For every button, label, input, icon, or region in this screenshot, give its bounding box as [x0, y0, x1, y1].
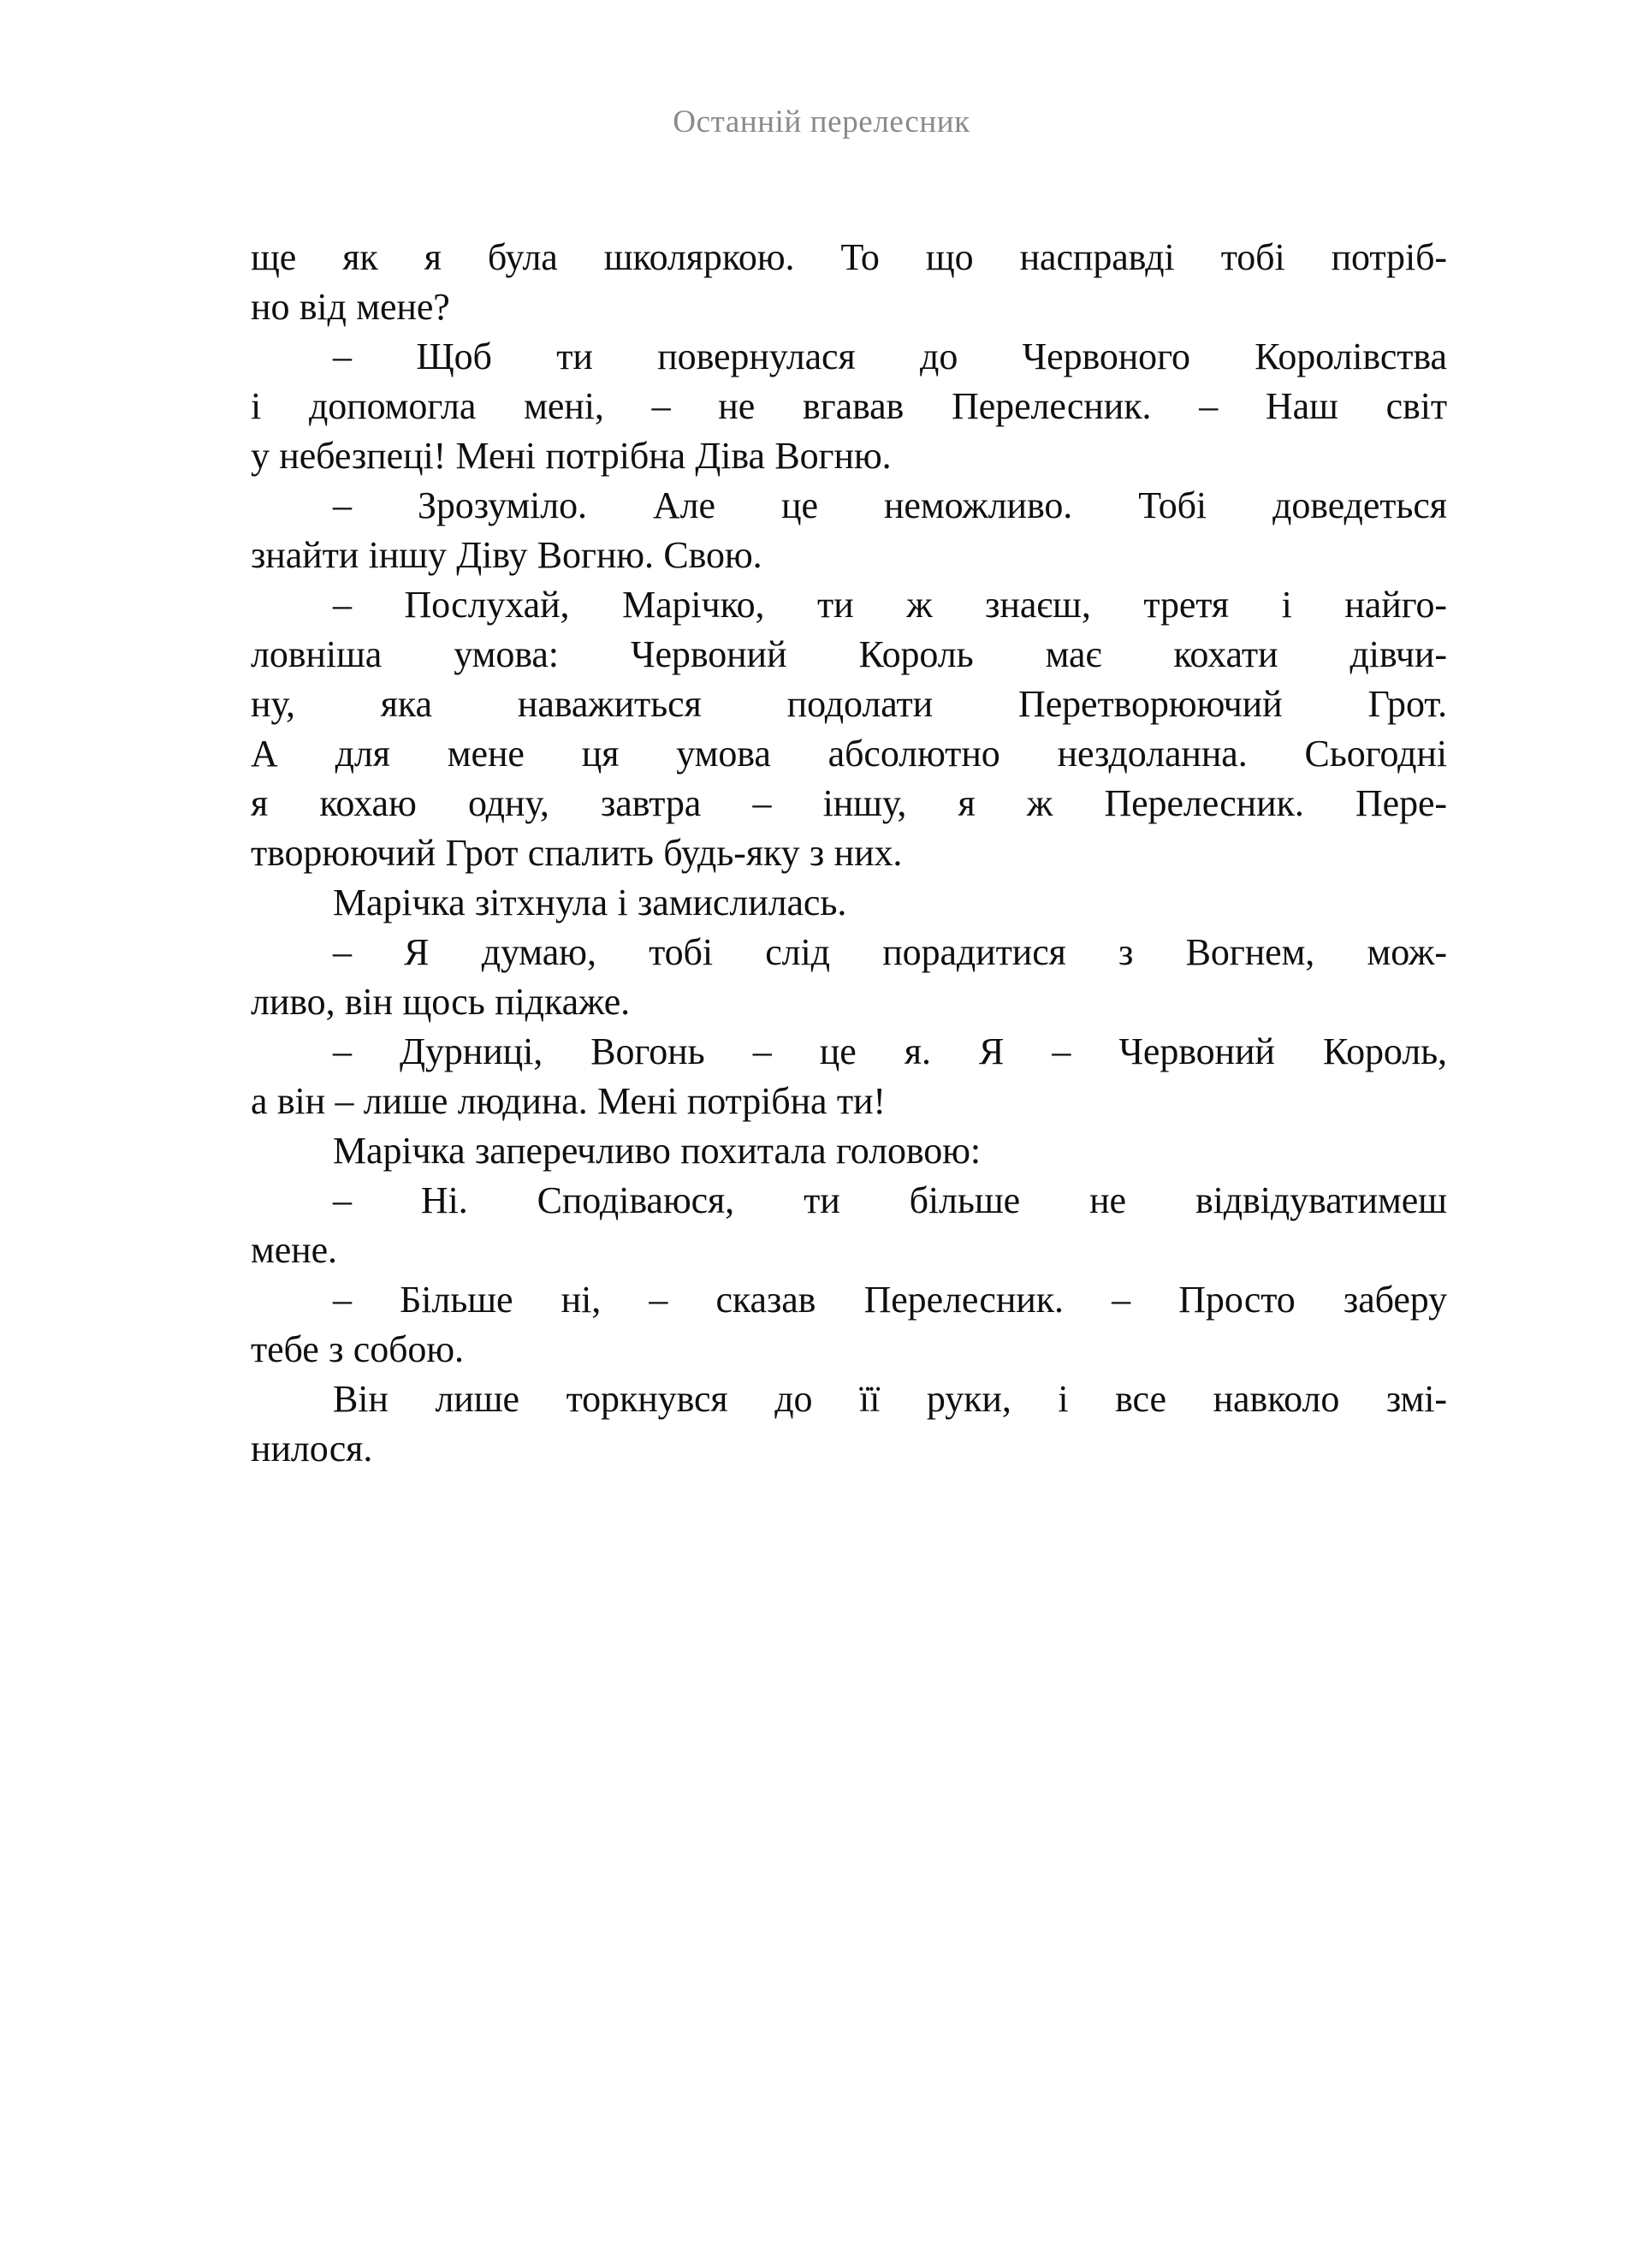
word: Марічко, [622, 584, 765, 626]
word: Червоний [1118, 1030, 1275, 1072]
word: має [1045, 633, 1102, 675]
text-line: нилося. [251, 1428, 373, 1469]
word: і [251, 385, 262, 427]
paragraph [251, 1027, 1447, 1126]
word: відвідуватимеш [1195, 1179, 1447, 1221]
word: – [651, 385, 671, 427]
word: тобі [1220, 236, 1285, 278]
paragraph [251, 878, 1447, 928]
word: до [774, 1378, 813, 1420]
word: ще [251, 236, 297, 278]
word: знаєш, [985, 584, 1091, 626]
word: ж [906, 584, 933, 626]
word: кохаю [319, 782, 417, 824]
word: Вогнем, [1185, 931, 1315, 973]
word: мені, [524, 385, 604, 427]
paragraph [251, 332, 1447, 481]
word: – [752, 1030, 772, 1072]
word: школяркою. [603, 236, 795, 278]
body-text-block [251, 233, 1447, 1474]
word: я [251, 782, 269, 824]
word: Зрозуміло. [417, 484, 587, 526]
word: ж [1026, 782, 1053, 824]
word: заберу [1343, 1279, 1447, 1321]
word: третя [1143, 584, 1229, 626]
text-line: тебе з собою. [251, 1328, 464, 1370]
word: – [1199, 385, 1219, 427]
word: з [1118, 931, 1134, 973]
word: не [718, 385, 756, 427]
word: Королівства [1254, 335, 1447, 377]
word: – [1112, 1279, 1131, 1321]
text-line [251, 1027, 1447, 1077]
word: То [840, 236, 880, 278]
word: Червоного [1022, 335, 1190, 377]
word: і [1281, 584, 1292, 626]
word: мене [447, 733, 525, 775]
word: Червоний [631, 633, 787, 675]
word: одну, [467, 782, 549, 824]
word: думаю, [481, 931, 596, 973]
word: найго- [1344, 584, 1447, 626]
word: Пере- [1355, 782, 1447, 824]
paragraph [251, 1374, 1447, 1474]
word: абсолютно [827, 733, 1000, 775]
word: Сьогодні [1304, 733, 1447, 775]
text-line: у небезпеці! Мені потрібна Діва Вогню. [251, 435, 892, 477]
paragraph [251, 1126, 1447, 1176]
word: Перелесник. [952, 385, 1152, 427]
word: ні, [561, 1279, 602, 1321]
word: Перелесник. [863, 1279, 1064, 1321]
word: насправді [1019, 236, 1175, 278]
word: подолати [786, 683, 934, 725]
word: Наш [1265, 385, 1338, 427]
text-line [251, 1374, 1447, 1424]
word: ну, [251, 683, 295, 725]
word: Король, [1323, 1030, 1447, 1072]
word: нездоланна. [1057, 733, 1248, 775]
word: світ [1385, 385, 1447, 427]
word: А [251, 733, 278, 775]
word: завтра [600, 782, 702, 824]
text-line [251, 729, 1447, 779]
word: що [925, 236, 974, 278]
word: Він [333, 1378, 389, 1420]
word: умова [676, 733, 771, 775]
word: Я [404, 931, 430, 973]
text-line [251, 630, 1447, 680]
word: – [752, 782, 772, 824]
text-line: а він – лише людина. Мені потрібна ти! [251, 1080, 886, 1122]
word: – [1052, 1030, 1071, 1072]
word: мож- [1367, 931, 1447, 973]
text-line [251, 1275, 1447, 1325]
word: – [333, 335, 352, 377]
text-line: мене. [251, 1229, 337, 1271]
word: – [333, 1030, 352, 1072]
word: Послухай, [404, 584, 570, 626]
text-line: знайти іншу Діву Вогню. Свою. [251, 534, 762, 576]
word: Щоб [416, 335, 492, 377]
word: слід [765, 931, 830, 973]
word: сказав [715, 1279, 816, 1321]
word: кохати [1173, 633, 1278, 675]
word: Король [858, 633, 974, 675]
word: я [424, 236, 442, 278]
word: більше [909, 1179, 1021, 1221]
paragraph [251, 580, 1447, 878]
word: Грот. [1367, 683, 1447, 725]
word: ловніша [251, 633, 383, 675]
text-line: Марічка зітхнула і замислилась. [333, 882, 847, 923]
word: торкнувся [566, 1378, 728, 1420]
text-line [251, 580, 1447, 630]
word: Більше [400, 1279, 513, 1321]
text-line [251, 382, 1447, 431]
word: ця [581, 733, 620, 775]
text-line [251, 332, 1447, 382]
word: це [819, 1030, 857, 1072]
paragraph [251, 481, 1447, 580]
word: я. [904, 1030, 931, 1072]
paragraph [251, 1275, 1447, 1374]
word: Ні. [420, 1179, 468, 1221]
word: неможливо. [883, 484, 1073, 526]
word: лише [435, 1378, 519, 1420]
paragraph [251, 928, 1447, 1027]
text-line [251, 481, 1447, 531]
word: дівчи- [1349, 633, 1447, 675]
word: – [333, 1179, 352, 1221]
text-line [251, 928, 1447, 977]
text-line [251, 233, 1447, 282]
word: наважиться [517, 683, 702, 725]
word: це [781, 484, 818, 526]
text-line: Марічка заперечливо похитала головою: [333, 1130, 982, 1172]
word: до [920, 335, 958, 377]
word: все [1115, 1378, 1166, 1420]
word: Перелесник. [1104, 782, 1304, 824]
word: допомогла [308, 385, 477, 427]
word: Перетворюючий [1018, 683, 1283, 725]
word: – [333, 1279, 352, 1321]
word: тобі [649, 931, 713, 973]
word: її [859, 1378, 881, 1420]
word: ти [556, 335, 593, 377]
word: іншу, [822, 782, 907, 824]
text-line: творюючий Грот спалить будь-яку з них. [251, 832, 903, 874]
word: Сподіваюся, [537, 1179, 735, 1221]
word: потріб- [1331, 236, 1447, 278]
word: Дурниці, [400, 1030, 543, 1072]
word: – [333, 484, 352, 526]
word: не [1089, 1179, 1126, 1221]
word: ти [804, 1179, 840, 1221]
word: ти [817, 584, 854, 626]
word: яка [380, 683, 432, 725]
word: руки, [926, 1378, 1011, 1420]
word: була [487, 236, 558, 278]
word: – [333, 584, 352, 626]
paragraph [251, 233, 1447, 332]
word: повернулася [657, 335, 856, 377]
word: Я [979, 1030, 1005, 1072]
word: Тобі [1138, 484, 1207, 526]
word: Вогонь [590, 1030, 705, 1072]
text-line [251, 779, 1447, 828]
word: Але [652, 484, 715, 526]
running-head: Останній перелесник [673, 104, 970, 140]
word: я [958, 782, 976, 824]
word: – [649, 1279, 668, 1321]
word: і [1058, 1378, 1069, 1420]
word: доведеться [1272, 484, 1447, 526]
text-line: ливо, він щось підкаже. [251, 981, 631, 1023]
text-line [251, 680, 1447, 729]
word: вгавав [802, 385, 905, 427]
word: як [342, 236, 378, 278]
text-line: но від мене? [251, 286, 450, 328]
word: – [333, 931, 352, 973]
word: порадитися [882, 931, 1066, 973]
word: умова: [454, 633, 559, 675]
word: Просто [1178, 1279, 1296, 1321]
word: змі- [1385, 1378, 1447, 1420]
word: навколо [1213, 1378, 1340, 1420]
paragraph [251, 1176, 1447, 1275]
text-line [251, 1176, 1447, 1226]
word: для [335, 733, 390, 775]
